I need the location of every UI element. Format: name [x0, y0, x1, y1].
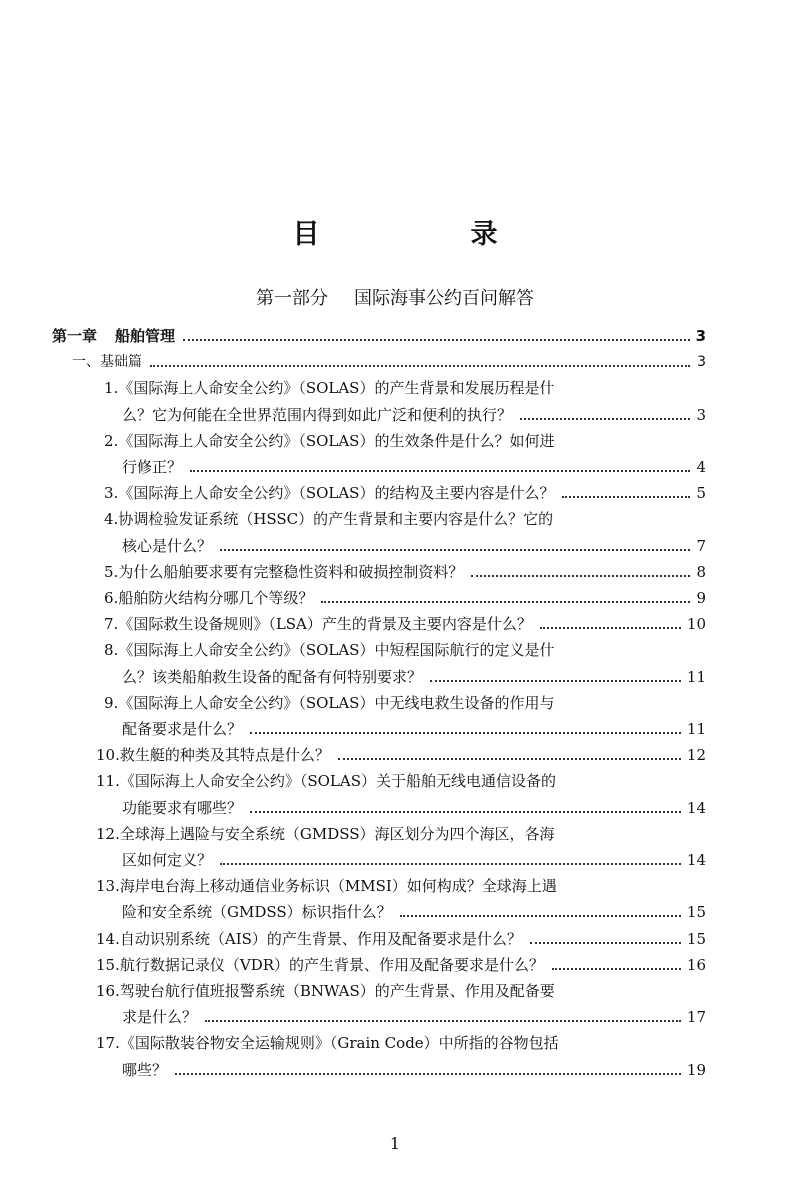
page-number: 11	[686, 668, 706, 686]
toc-item-entry[interactable]	[122, 792, 706, 818]
item-text: 配备要求是什么？	[122, 720, 243, 738]
toc-item-entry[interactable]	[122, 530, 706, 556]
dot-leader	[520, 417, 690, 420]
toc-chapter-entry[interactable]	[52, 320, 706, 346]
toc-item-entry[interactable]	[122, 844, 706, 870]
item-text: 险和安全系统（GMDSS）标识指什么？	[122, 903, 392, 921]
dot-leader	[205, 1019, 681, 1022]
page-number: 10	[686, 615, 706, 633]
toc-item-entry[interactable]	[96, 949, 706, 975]
item-text: 哪些？	[122, 1061, 168, 1079]
page-number: 3	[695, 327, 706, 345]
page-number: 11	[686, 720, 706, 738]
part-label: 第一部分	[256, 288, 328, 309]
item-text: 海岸电台海上移动通信业务标识（MMSI）如何构成？全球海上遇	[119, 877, 557, 895]
toc-item-line[interactable]	[96, 818, 555, 844]
page-number: 5	[696, 484, 706, 502]
dot-leader	[430, 679, 681, 682]
page-number: 3	[697, 354, 706, 370]
item-text: 救生艇的种类及其特点是什么？	[119, 746, 330, 764]
item-number: 8.	[104, 641, 119, 659]
page-number: 12	[686, 746, 706, 764]
item-number: 17.	[96, 1034, 120, 1052]
toc-item-line[interactable]	[104, 503, 553, 529]
part-name: 国际海事公约百问解答	[354, 288, 534, 309]
item-text: 求是什么？	[122, 1008, 198, 1026]
item-text: 行修正？	[122, 458, 183, 476]
chapter-name: 船舶管理	[115, 327, 176, 345]
page-number: 9	[696, 589, 706, 607]
toc-item-entry[interactable]	[122, 713, 706, 739]
item-number: 16.	[96, 982, 120, 1000]
dot-leader	[183, 338, 690, 341]
item-text: 船舶防火结构分哪几个等级？	[118, 589, 314, 607]
page-number: 7	[696, 537, 706, 555]
toc-item-entry[interactable]	[96, 739, 706, 765]
dot-leader	[220, 548, 690, 551]
item-number: 3.	[104, 484, 119, 502]
item-text: 航行数据记录仪（VDR）的产生背景、作用及配备要求是什么？	[119, 956, 545, 974]
item-text: 《国际海上人命安全公约》（SOLAS）的生效条件是什么？如何进	[118, 432, 555, 450]
page-number: 16	[686, 956, 706, 974]
dot-leader	[250, 731, 681, 734]
toc-item-entry[interactable]	[122, 451, 706, 477]
page-number: 19	[686, 1061, 706, 1079]
toc-item-line[interactable]	[104, 425, 554, 451]
toc-item-entry[interactable]	[122, 1054, 706, 1080]
item-text: 么？它为何能在全世界范围内得到如此广泛和便利的执行？	[122, 406, 513, 424]
item-text: 协调检验发证系统（HSSC）的产生背景和主要内容是什么？它的	[118, 510, 554, 528]
dot-leader	[562, 495, 690, 498]
item-number: 12.	[96, 825, 120, 843]
toc-item-entry[interactable]	[122, 399, 706, 425]
item-text: 区如何定义？	[122, 851, 213, 869]
section-name: 一、基础篇	[72, 354, 142, 370]
toc-item-entry[interactable]	[96, 923, 706, 949]
page-number: 14	[686, 851, 706, 869]
toc-item-line[interactable]	[104, 687, 554, 713]
item-text: 么？该类船舶救生设备的配备有何特别要求？	[122, 668, 423, 686]
item-text: 《国际海上人命安全公约》（SOLAS）的结构及主要内容是什么？	[118, 484, 555, 502]
dot-leader	[471, 574, 690, 577]
item-number: 10.	[96, 746, 120, 764]
dot-leader	[321, 600, 690, 603]
item-number: 13.	[96, 877, 120, 895]
item-number: 2.	[104, 432, 119, 450]
toc-item-entry[interactable]	[122, 661, 706, 687]
item-number: 7.	[104, 615, 119, 633]
toc-item-entry[interactable]	[122, 896, 706, 922]
toc-item-line[interactable]	[104, 372, 554, 398]
item-text: 为什么船舶要求要有完整稳性资料和破损控制资料？	[118, 563, 464, 581]
item-text: 《国际海上人命安全公约》（SOLAS）中短程国际航行的定义是什	[118, 641, 555, 659]
item-number: 11.	[96, 772, 120, 790]
toc-item-line[interactable]	[96, 765, 556, 791]
dot-leader	[540, 626, 681, 629]
dot-leader	[530, 941, 681, 944]
dot-leader	[190, 469, 690, 472]
chapter-label: 第一章	[52, 327, 98, 345]
page-number: 15	[686, 903, 706, 921]
toc-item-line[interactable]	[104, 634, 554, 660]
item-number: 9.	[104, 694, 119, 712]
page-title: 目 录	[292, 219, 560, 250]
item-text: 驾驶台航行值班报警系统（BNWAS）的产生背景、作用及配备要	[119, 982, 555, 1000]
item-number: 14.	[96, 930, 120, 948]
item-text: 《国际海上人命安全公约》（SOLAS）的产生背景和发展历程是什	[118, 379, 555, 397]
toc-item-line[interactable]	[96, 870, 557, 896]
dot-leader	[338, 757, 681, 760]
dot-leader	[552, 967, 681, 970]
page-number: 14	[686, 799, 706, 817]
item-text: 核心是什么？	[122, 537, 213, 555]
toc-item-entry[interactable]	[104, 477, 706, 503]
item-text: 全球海上遇险与安全系统（GMDSS）海区划分为四个海区，各海	[119, 825, 555, 843]
toc-item-entry[interactable]	[104, 608, 706, 634]
item-number: 1.	[104, 379, 119, 397]
item-number: 6.	[104, 589, 119, 607]
toc-section-entry[interactable]	[72, 346, 706, 372]
item-text: 《国际海上人命安全公约》（SOLAS）中无线电救生设备的作用与	[118, 694, 555, 712]
item-text: 《国际海上人命安全公约》（SOLAS）关于船舶无线电通信设备的	[119, 772, 557, 790]
page-number: 15	[686, 930, 706, 948]
item-text: 功能要求有哪些？	[122, 799, 243, 817]
item-number: 15.	[96, 956, 120, 974]
item-number: 5.	[104, 563, 119, 581]
toc-item-entry[interactable]	[104, 582, 706, 608]
dot-leader	[250, 810, 681, 813]
page-number: 4	[696, 458, 706, 476]
toc-item-line[interactable]	[96, 1027, 559, 1053]
page-number: 17	[686, 1008, 706, 1026]
footer-page-number: 1	[389, 1134, 401, 1153]
dot-leader	[175, 1072, 681, 1075]
dot-leader	[400, 914, 681, 917]
page-number: 8	[696, 563, 706, 581]
item-text: 自动识别系统（AIS）的产生背景、作用及配备要求是什么？	[119, 930, 522, 948]
item-text: 《国际散装谷物安全运输规则》（Grain Code）中所指的谷物包括	[119, 1034, 559, 1052]
item-text: 《国际救生设备规则》（LSA）产生的背景及主要内容是什么？	[118, 615, 532, 633]
toc-item-line[interactable]	[96, 975, 555, 1001]
dot-leader	[150, 364, 690, 367]
item-number: 4.	[104, 510, 119, 528]
toc-item-entry[interactable]	[104, 556, 706, 582]
page-number: 3	[696, 406, 706, 424]
toc-item-entry[interactable]	[122, 1001, 706, 1027]
dot-leader	[220, 862, 681, 865]
part-title	[0, 284, 790, 310]
